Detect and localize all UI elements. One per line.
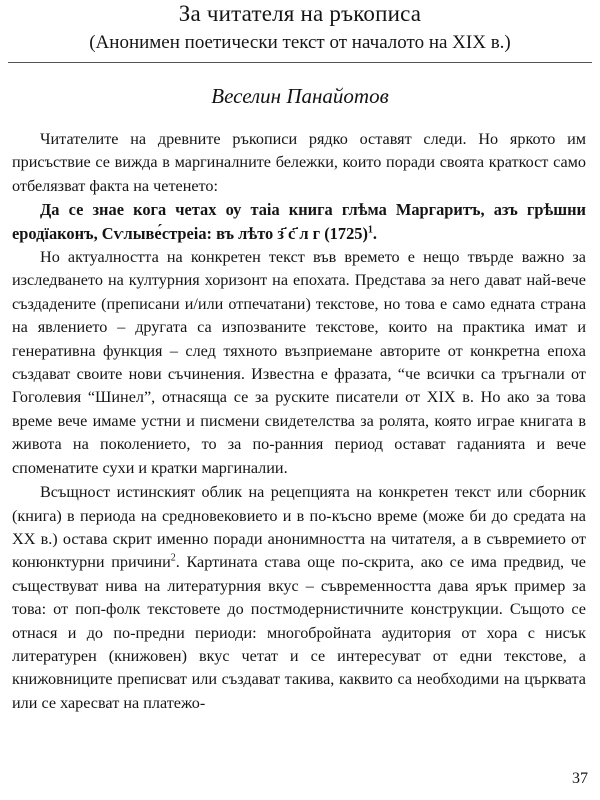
manuscript-quote: Да се знае кога четах оу таіа книга глѣма Маргаритъ, азъ грѣшни еродїаконъ, Сѵлыве́стреіа: въ лѣто з҃ с҃ л г $(1725)^1$. [12,200,586,243]
footnote-ref-2[interactable]: 2 [170,552,176,564]
paragraph-2: Но актуалността на конкретен текст във времето е нещо твърде важно за изследването на културния хоризонт на епохата. Представа за него дават най-вече създадените (преписани и/или отпечатани) текстове, но това е само едната страна на явлението – другата са изпозваните текстове, които на практика имат и генеративна функция – след тяхното възприемане авторите от конкретна епоха създават своите нови съчинения. Известна е фразата, “че всички са тръгнали от Гоголевия “Шинел”, отнасяща се за руските писатели от XIX в. Но ако за това време вече имаме устни и писмени свидетелства за ролята, която играе книгата в живота на поколението, то за по-ранния период остават гаданията и вече споменатите сухи и кратки маргиналии. [12,248,586,477]
paragraph-3-text-a: Всъщност истинският облик на рецепцията на конкретен текст или сборник (книга) в периода на средновековието и в по-късно време (може би до средата на XX в.) остава скрит именно поради анонимността на читателя, а в съвремието от конюнктурни причини [12,483,586,572]
quote-text: Да се знае кога четах оу таіа книга глѣма Маргаритъ, азъ грѣшни еродїаконъ, Сѵлыве́стреіа: въ лѣто з҃ с҃ л г (1725) [12,200,586,243]
paragraph-3 [12,481,586,715]
article-subtitle: (Анонимен поетически текст от началото на XIX в.) [89,32,511,53]
footnote-ref-1[interactable]: 1 [367,224,373,236]
page-number: 37 [572,770,588,787]
article-header [8,0,592,63]
author-name: Веселин Панайотов [211,84,389,108]
paragraph-1: Читателите на древните ръкописи рядко оставят следи. Но яркото им присъствие се вижда в маргиналните бележки, които поради своята краткост само отбелязват факта на четенето: [12,130,586,195]
paragraph-3-text-b: . Картината става още по-скрита, ако се има предвид, че съществуват нива на литературния вкус – съвременността дава ярък пример за това: от поп-фолк текстовете до постмодернистичните конструкции. Същото се отнася и до по-предни периоди: многобройната аудитория от хора с нисък литературен (книжовен) вкус четат и се интересуват от едни текстове, а книжовниците преписват или създават такива, каквито са необходими на църквата или се харесват на платежо- [12,553,586,712]
article-title: За читателя на ръкописа [178,1,422,26]
article-body [12,128,586,715]
